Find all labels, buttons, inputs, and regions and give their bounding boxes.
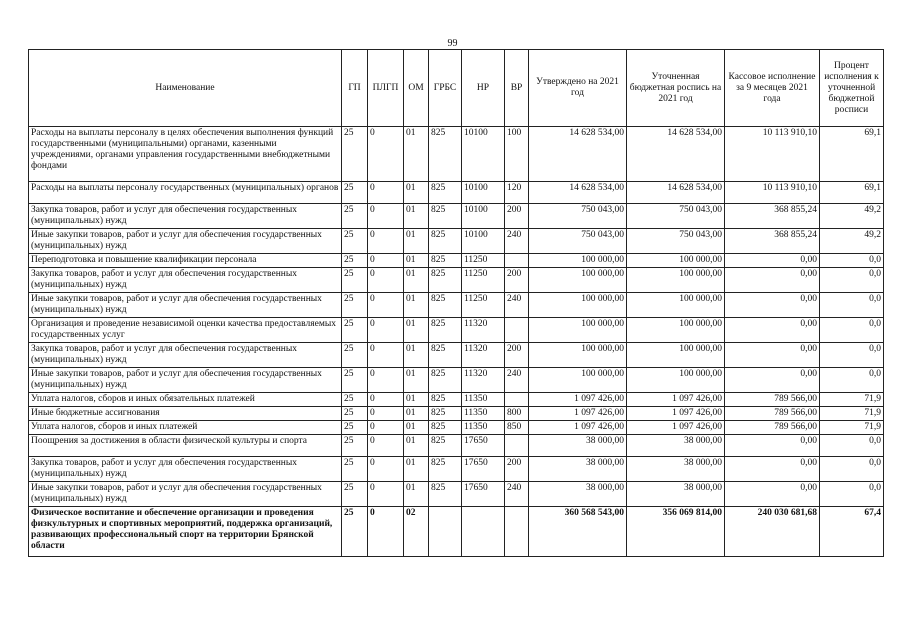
cell-refined: 38 000,00 [627, 435, 725, 457]
cell-om: 01 [404, 457, 429, 482]
table-row [29, 507, 884, 557]
cell-grbs: 825 [429, 421, 462, 435]
cell-om: 01 [404, 182, 429, 204]
cell-np: 17650 [462, 457, 505, 482]
cell-vr [505, 435, 529, 457]
cell-plgp: 0 [368, 368, 404, 393]
cell-cash: 789 566,00 [725, 407, 820, 421]
cell-gp: 25 [342, 393, 368, 407]
cell-plgp: 0 [368, 507, 404, 557]
cell-np: 17650 [462, 435, 505, 457]
cell-plgp: 0 [368, 482, 404, 507]
cell-om: 01 [404, 435, 429, 457]
cell-approved: 750 043,00 [529, 229, 627, 254]
cell-cash: 10 113 910,10 [725, 182, 820, 204]
cell-gp: 25 [342, 182, 368, 204]
cell-grbs: 825 [429, 254, 462, 268]
cell-np: 11320 [462, 343, 505, 368]
cell-refined: 750 043,00 [627, 204, 725, 229]
cell-np [462, 507, 505, 557]
cell-grbs: 825 [429, 457, 462, 482]
cell-approved: 750 043,00 [529, 204, 627, 229]
cell-approved: 100 000,00 [529, 343, 627, 368]
cell-gp: 25 [342, 229, 368, 254]
cell-vr: 240 [505, 482, 529, 507]
cell-name: Иные закупки товаров, работ и услуг для обеспечения государственных (муниципальных) нужд [29, 368, 342, 393]
cell-np: 10100 [462, 204, 505, 229]
header-vr: ВР [505, 50, 529, 127]
cell-percent: 67,4 [820, 507, 884, 557]
cell-np: 11350 [462, 393, 505, 407]
cell-np: 11250 [462, 254, 505, 268]
cell-np: 11350 [462, 407, 505, 421]
cell-grbs: 825 [429, 368, 462, 393]
cell-refined: 14 628 534,00 [627, 127, 725, 182]
cell-approved: 100 000,00 [529, 268, 627, 293]
cell-np: 10100 [462, 182, 505, 204]
cell-grbs: 825 [429, 229, 462, 254]
cell-gp: 25 [342, 293, 368, 318]
cell-refined: 38 000,00 [627, 482, 725, 507]
budget-table [28, 49, 884, 557]
cell-grbs: 825 [429, 204, 462, 229]
cell-vr: 200 [505, 457, 529, 482]
cell-plgp: 0 [368, 182, 404, 204]
cell-approved: 14 628 534,00 [529, 127, 627, 182]
table-row [29, 435, 884, 457]
cell-cash: 0,00 [725, 318, 820, 343]
cell-refined: 100 000,00 [627, 318, 725, 343]
cell-np: 11250 [462, 268, 505, 293]
cell-percent: 0,0 [820, 435, 884, 457]
cell-grbs [429, 507, 462, 557]
cell-refined: 356 069 814,00 [627, 507, 725, 557]
table-row [29, 318, 884, 343]
cell-grbs: 825 [429, 407, 462, 421]
cell-percent: 0,0 [820, 268, 884, 293]
cell-plgp: 0 [368, 407, 404, 421]
cell-om: 01 [404, 343, 429, 368]
cell-name: Закупка товаров, работ и услуг для обеспечения государственных (муниципальных) нужд [29, 268, 342, 293]
cell-refined: 100 000,00 [627, 254, 725, 268]
cell-plgp: 0 [368, 421, 404, 435]
cell-om: 01 [404, 229, 429, 254]
cell-om: 01 [404, 254, 429, 268]
cell-cash: 789 566,00 [725, 421, 820, 435]
cell-percent: 0,0 [820, 318, 884, 343]
header-refined: Уточненная бюджетная роспись на 2021 год [627, 50, 725, 127]
cell-approved: 1 097 426,00 [529, 421, 627, 435]
cell-np: 17650 [462, 482, 505, 507]
cell-om: 01 [404, 268, 429, 293]
cell-grbs: 825 [429, 435, 462, 457]
cell-name: Поощрения за достижения в области физической культуры и спорта [29, 435, 342, 457]
cell-percent: 71,9 [820, 421, 884, 435]
cell-percent: 71,9 [820, 393, 884, 407]
cell-refined: 100 000,00 [627, 268, 725, 293]
cell-gp: 25 [342, 368, 368, 393]
cell-vr: 200 [505, 268, 529, 293]
cell-plgp: 0 [368, 318, 404, 343]
cell-refined: 750 043,00 [627, 229, 725, 254]
cell-plgp: 0 [368, 254, 404, 268]
cell-percent: 49,2 [820, 204, 884, 229]
cell-name: Расходы на выплаты персоналу в целях обеспечения выполнения функций государственными (муниципальными) органами, казенными учреждениями, органами управления государственными внебюджетными фондами [29, 127, 342, 182]
cell-plgp: 0 [368, 127, 404, 182]
cell-name: Закупка товаров, работ и услуг для обеспечения государственных (муниципальных) нужд [29, 457, 342, 482]
cell-np: 11320 [462, 318, 505, 343]
table-header-row [29, 50, 884, 127]
cell-approved: 38 000,00 [529, 435, 627, 457]
cell-percent: 69,1 [820, 182, 884, 204]
cell-plgp: 0 [368, 293, 404, 318]
cell-vr: 240 [505, 229, 529, 254]
cell-percent: 71,9 [820, 407, 884, 421]
cell-om: 01 [404, 204, 429, 229]
cell-gp: 25 [342, 204, 368, 229]
header-name: Наименование [29, 50, 342, 127]
cell-gp: 25 [342, 318, 368, 343]
cell-percent: 0,0 [820, 343, 884, 368]
cell-name: Физическое воспитание и обеспечение организации и проведения физкультурных и спортивных мероприятий, поддержка организаций, развивающих профессиональный спорт на территории Брянской области [29, 507, 342, 557]
table-row [29, 254, 884, 268]
cell-name: Иные закупки товаров, работ и услуг для обеспечения государственных (муниципальных) нужд [29, 482, 342, 507]
cell-plgp: 0 [368, 204, 404, 229]
table-row [29, 457, 884, 482]
cell-refined: 1 097 426,00 [627, 393, 725, 407]
header-plgp: ПЛГП [368, 50, 404, 127]
cell-name: Закупка товаров, работ и услуг для обеспечения государственных (муниципальных) нужд [29, 343, 342, 368]
cell-approved: 100 000,00 [529, 318, 627, 343]
cell-grbs: 825 [429, 127, 462, 182]
cell-grbs: 825 [429, 318, 462, 343]
cell-grbs: 825 [429, 182, 462, 204]
cell-plgp: 0 [368, 393, 404, 407]
cell-name: Уплата налогов, сборов и иных обязательных платежей [29, 393, 342, 407]
table-row [29, 482, 884, 507]
cell-name: Иные бюджетные ассигнования [29, 407, 342, 421]
cell-refined: 100 000,00 [627, 368, 725, 393]
cell-vr [505, 318, 529, 343]
table-row [29, 229, 884, 254]
cell-om: 01 [404, 293, 429, 318]
cell-cash: 10 113 910,10 [725, 127, 820, 182]
cell-approved: 1 097 426,00 [529, 407, 627, 421]
cell-vr: 120 [505, 182, 529, 204]
table-row [29, 393, 884, 407]
header-grbs: ГРБС [429, 50, 462, 127]
table-row [29, 204, 884, 229]
cell-approved: 100 000,00 [529, 254, 627, 268]
cell-percent: 0,0 [820, 457, 884, 482]
cell-cash: 789 566,00 [725, 393, 820, 407]
cell-gp: 25 [342, 127, 368, 182]
cell-plgp: 0 [368, 343, 404, 368]
cell-om: 01 [404, 482, 429, 507]
cell-percent: 49,2 [820, 229, 884, 254]
cell-vr: 240 [505, 293, 529, 318]
header-percent: Процент исполнения к уточненной бюджетной росписи [820, 50, 884, 127]
cell-approved: 38 000,00 [529, 457, 627, 482]
page-number: 99 [447, 38, 458, 49]
cell-cash: 0,00 [725, 368, 820, 393]
cell-om: 01 [404, 393, 429, 407]
cell-vr: 850 [505, 421, 529, 435]
cell-vr: 240 [505, 368, 529, 393]
cell-gp: 25 [342, 268, 368, 293]
cell-np: 11320 [462, 368, 505, 393]
cell-cash: 0,00 [725, 482, 820, 507]
cell-grbs: 825 [429, 293, 462, 318]
cell-gp: 25 [342, 482, 368, 507]
cell-plgp: 0 [368, 457, 404, 482]
table-row [29, 268, 884, 293]
cell-vr [505, 393, 529, 407]
cell-approved: 38 000,00 [529, 482, 627, 507]
cell-gp: 25 [342, 254, 368, 268]
table-row [29, 368, 884, 393]
cell-cash: 240 030 681,68 [725, 507, 820, 557]
cell-plgp: 0 [368, 435, 404, 457]
cell-refined: 100 000,00 [627, 293, 725, 318]
cell-cash: 368 855,24 [725, 229, 820, 254]
cell-np: 10100 [462, 127, 505, 182]
cell-om: 01 [404, 407, 429, 421]
table-body [29, 127, 884, 557]
cell-cash: 368 855,24 [725, 204, 820, 229]
cell-approved: 100 000,00 [529, 293, 627, 318]
cell-refined: 14 628 534,00 [627, 182, 725, 204]
cell-refined: 38 000,00 [627, 457, 725, 482]
cell-approved: 14 628 534,00 [529, 182, 627, 204]
cell-gp: 25 [342, 407, 368, 421]
cell-vr: 800 [505, 407, 529, 421]
cell-cash: 0,00 [725, 343, 820, 368]
cell-name: Иные закупки товаров, работ и услуг для обеспечения государственных (муниципальных) нужд [29, 229, 342, 254]
cell-om: 01 [404, 318, 429, 343]
table-row [29, 127, 884, 182]
cell-grbs: 825 [429, 343, 462, 368]
cell-plgp: 0 [368, 268, 404, 293]
header-om: ОМ [404, 50, 429, 127]
cell-om: 01 [404, 421, 429, 435]
cell-grbs: 825 [429, 482, 462, 507]
cell-percent: 0,0 [820, 293, 884, 318]
cell-vr [505, 507, 529, 557]
cell-refined: 100 000,00 [627, 343, 725, 368]
cell-approved: 360 568 543,00 [529, 507, 627, 557]
cell-refined: 1 097 426,00 [627, 421, 725, 435]
cell-name: Расходы на выплаты персоналу государственных (муниципальных) органов [29, 182, 342, 204]
table-row [29, 293, 884, 318]
cell-approved: 100 000,00 [529, 368, 627, 393]
cell-np: 10100 [462, 229, 505, 254]
cell-approved: 1 097 426,00 [529, 393, 627, 407]
cell-percent: 69,1 [820, 127, 884, 182]
cell-grbs: 825 [429, 393, 462, 407]
cell-cash: 0,00 [725, 435, 820, 457]
cell-percent: 0,0 [820, 254, 884, 268]
table-row [29, 421, 884, 435]
table-row [29, 407, 884, 421]
cell-percent: 0,0 [820, 482, 884, 507]
cell-name: Переподготовка и повышение квалификации персонала [29, 254, 342, 268]
cell-gp: 25 [342, 457, 368, 482]
table-row [29, 343, 884, 368]
cell-om: 02 [404, 507, 429, 557]
cell-cash: 0,00 [725, 457, 820, 482]
header-approved: Утверждено на 2021 год [529, 50, 627, 127]
cell-vr [505, 254, 529, 268]
cell-name: Организация и проведение независимой оценки качества предоставляемых государственных услуг [29, 318, 342, 343]
cell-cash: 0,00 [725, 268, 820, 293]
cell-percent: 0,0 [820, 368, 884, 393]
cell-refined: 1 097 426,00 [627, 407, 725, 421]
cell-grbs: 825 [429, 268, 462, 293]
cell-gp: 25 [342, 435, 368, 457]
cell-np: 11250 [462, 293, 505, 318]
cell-om: 01 [404, 368, 429, 393]
cell-cash: 0,00 [725, 293, 820, 318]
cell-vr: 100 [505, 127, 529, 182]
cell-om: 01 [404, 127, 429, 182]
header-gp: ГП [342, 50, 368, 127]
cell-cash: 0,00 [725, 254, 820, 268]
table-row [29, 182, 884, 204]
cell-gp: 25 [342, 343, 368, 368]
cell-vr: 200 [505, 343, 529, 368]
cell-vr: 200 [505, 204, 529, 229]
cell-gp: 25 [342, 507, 368, 557]
header-np: НР [462, 50, 505, 127]
cell-name: Иные закупки товаров, работ и услуг для обеспечения государственных (муниципальных) нужд [29, 293, 342, 318]
cell-name: Закупка товаров, работ и услуг для обеспечения государственных (муниципальных) нужд [29, 204, 342, 229]
cell-np: 11350 [462, 421, 505, 435]
header-cash: Кассовое исполнение за 9 месяцев 2021 года [725, 50, 820, 127]
cell-plgp: 0 [368, 229, 404, 254]
cell-gp: 25 [342, 421, 368, 435]
cell-name: Уплата налогов, сборов и иных платежей [29, 421, 342, 435]
